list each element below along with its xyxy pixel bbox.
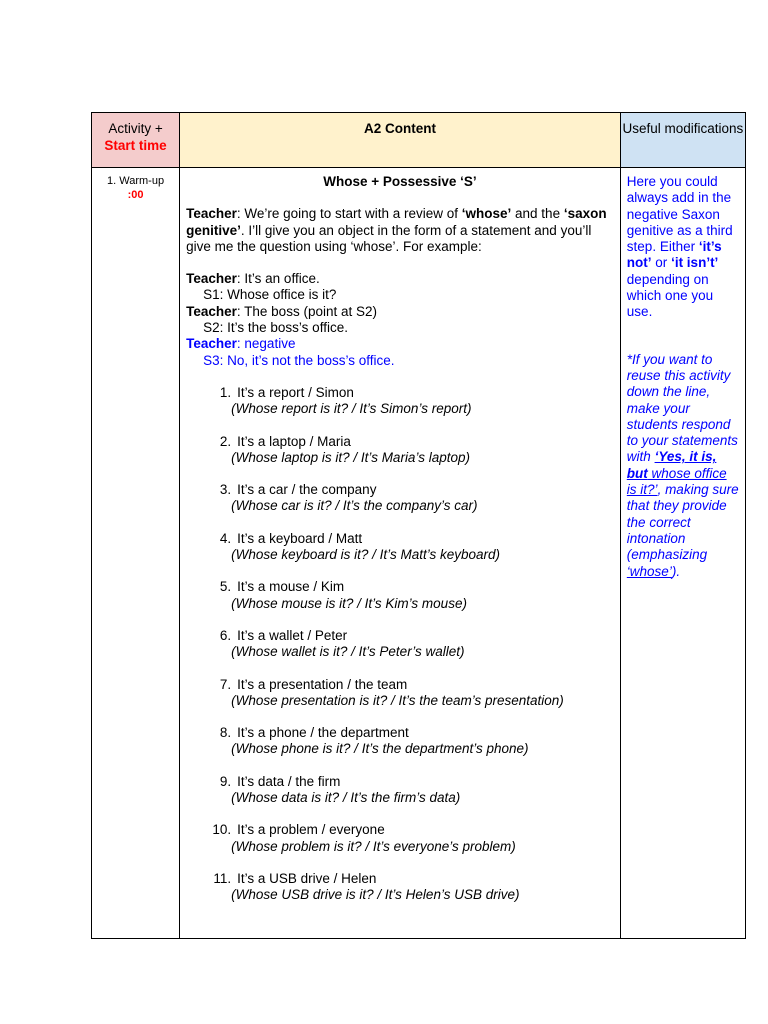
item-answer: (Whose data is it? / It’s the firm’s data) (231, 790, 461, 806)
item-answer: (Whose laptop is it? / It’s Maria’s laptop) (231, 449, 470, 465)
mod2-text-1: *If you want to reuse this activity down the line, make your students respond to your statements with (626, 351, 738, 465)
mod2-whose-office: whose office is it?’ (626, 465, 727, 498)
item-prompt: It’s a report / Simon (237, 384, 354, 400)
item-prompt: It’s a problem / everyone (237, 822, 385, 838)
content-cell (180, 168, 621, 939)
list-item (186, 531, 614, 564)
activity-time: :00 (127, 189, 144, 201)
mod2-text-3: ). (671, 563, 681, 579)
item-prompt: It’s data / the firm (237, 773, 341, 789)
item-number: 2. (219, 433, 232, 449)
modifications-header: Useful modifications (620, 113, 745, 168)
list-item (186, 725, 614, 758)
intro-paragraph (186, 206, 614, 255)
content-header: A2 Content (180, 113, 621, 168)
item-number: 6. (219, 627, 232, 643)
item-answer: (Whose wallet is it? / It’s Peter’s wallet) (231, 644, 465, 660)
list-item (186, 628, 614, 661)
item-number: 9. (219, 773, 232, 789)
activity-header-label: Activity + (108, 121, 163, 136)
list-item (186, 822, 614, 855)
item-answer: (Whose report is it? / It’s Simon’s report) (231, 401, 472, 417)
mod1-its-not: ‘it’s not’ (626, 239, 722, 271)
example-line-3 (186, 304, 614, 320)
lesson-plan-table (91, 112, 746, 939)
modification-note-2 (627, 352, 740, 580)
list-item (186, 434, 614, 467)
item-prompt: It’s a presentation / the team (237, 676, 408, 692)
activity-cell (92, 168, 180, 939)
example-line-1 (186, 271, 614, 287)
body-row (92, 168, 746, 939)
mod1-text-3: depending on which one you use. (626, 271, 714, 320)
modifications-cell (620, 168, 745, 939)
start-time-header-label: Start time (104, 138, 167, 153)
item-number: 3. (219, 482, 232, 498)
item-number: 10. (212, 822, 232, 838)
item-prompt: It’s a laptop / Maria (237, 433, 351, 449)
example-text-3: : The boss (point at S2) (236, 303, 377, 319)
item-prompt: It’s a mouse / Kim (237, 579, 345, 595)
intro-text-2: and the (511, 206, 564, 222)
list-item (186, 677, 614, 710)
example-line-6: S3: No, it’s not the boss’s office. (203, 352, 395, 368)
list-item (186, 774, 614, 807)
example-speaker-1: Teacher (186, 271, 237, 287)
example-speaker-5: Teacher (186, 336, 237, 352)
mod1-it-isnt: ‘it isn’t’ (671, 255, 719, 271)
exercise-list (186, 385, 614, 904)
item-prompt: It’s a phone / the department (237, 725, 409, 741)
list-item (186, 871, 614, 904)
intro-whose: ‘whose’ (461, 206, 512, 222)
item-prompt: It’s a wallet / Peter (237, 627, 348, 643)
mod2-yes-it-is-but: ‘Yes, it is, but (626, 449, 717, 481)
item-number: 7. (219, 676, 232, 692)
activity-name: 1. Warm-up (107, 175, 165, 187)
header-row (92, 113, 746, 168)
list-item (186, 482, 614, 515)
example-line-2: S1: Whose office is it? (203, 287, 337, 303)
activity-header (92, 113, 180, 168)
item-number: 11. (213, 870, 232, 886)
example-text-5: : negative (236, 336, 296, 352)
item-number: 4. (219, 530, 232, 546)
example-line-4: S2: It’s the boss’s office. (203, 320, 348, 336)
intro-text-3: . I’ll give you an object in the form of a statement and you’ll give me the question using ‘whose’. For example: (186, 222, 592, 254)
modification-note-1 (627, 174, 740, 321)
intro-saxon-genitive: ‘saxon genitive’ (186, 206, 607, 238)
lesson-title: Whose + Possessive ‘S’ (323, 174, 477, 189)
item-number: 1. (219, 384, 232, 400)
item-answer: (Whose problem is it? / It’s everyone’s problem) (231, 838, 516, 854)
list-item (186, 579, 614, 612)
item-answer: (Whose phone is it? / It’s the department’s phone) (231, 741, 529, 757)
mod2-text-2: , making sure that they provide the correct intonation (emphasizing (626, 482, 739, 563)
item-prompt: It’s a car / the company (237, 482, 377, 498)
example-speaker-3: Teacher (186, 303, 237, 319)
item-answer: (Whose keyboard is it? / It’s Matt’s keyboard) (231, 547, 500, 563)
intro-speaker: Teacher (186, 206, 237, 222)
item-number: 5. (219, 579, 232, 595)
example-dialogue (186, 271, 614, 369)
mod2-whose: ‘whose’ (626, 563, 672, 579)
list-item (186, 385, 614, 418)
intro-text-1: : We’re going to start with a review of (236, 206, 462, 222)
example-text-1: : It’s an office. (236, 271, 320, 287)
item-answer: (Whose mouse is it? / It’s Kim’s mouse) (231, 595, 467, 611)
item-answer: (Whose car is it? / It’s the company’s car) (231, 498, 478, 514)
item-answer: (Whose USB drive is it? / It’s Helen’s USB drive) (231, 887, 520, 903)
item-number: 8. (219, 725, 232, 741)
example-line-5 (186, 336, 614, 352)
item-prompt: It’s a USB drive / Helen (237, 870, 377, 886)
mod1-text-2: or (651, 255, 672, 271)
mod1-text-1: Here you could always add in the negative Saxon genitive as a third step. Either (626, 174, 733, 255)
item-prompt: It’s a keyboard / Matt (237, 530, 363, 546)
item-answer: (Whose presentation is it? / It’s the team’s presentation) (231, 692, 564, 708)
